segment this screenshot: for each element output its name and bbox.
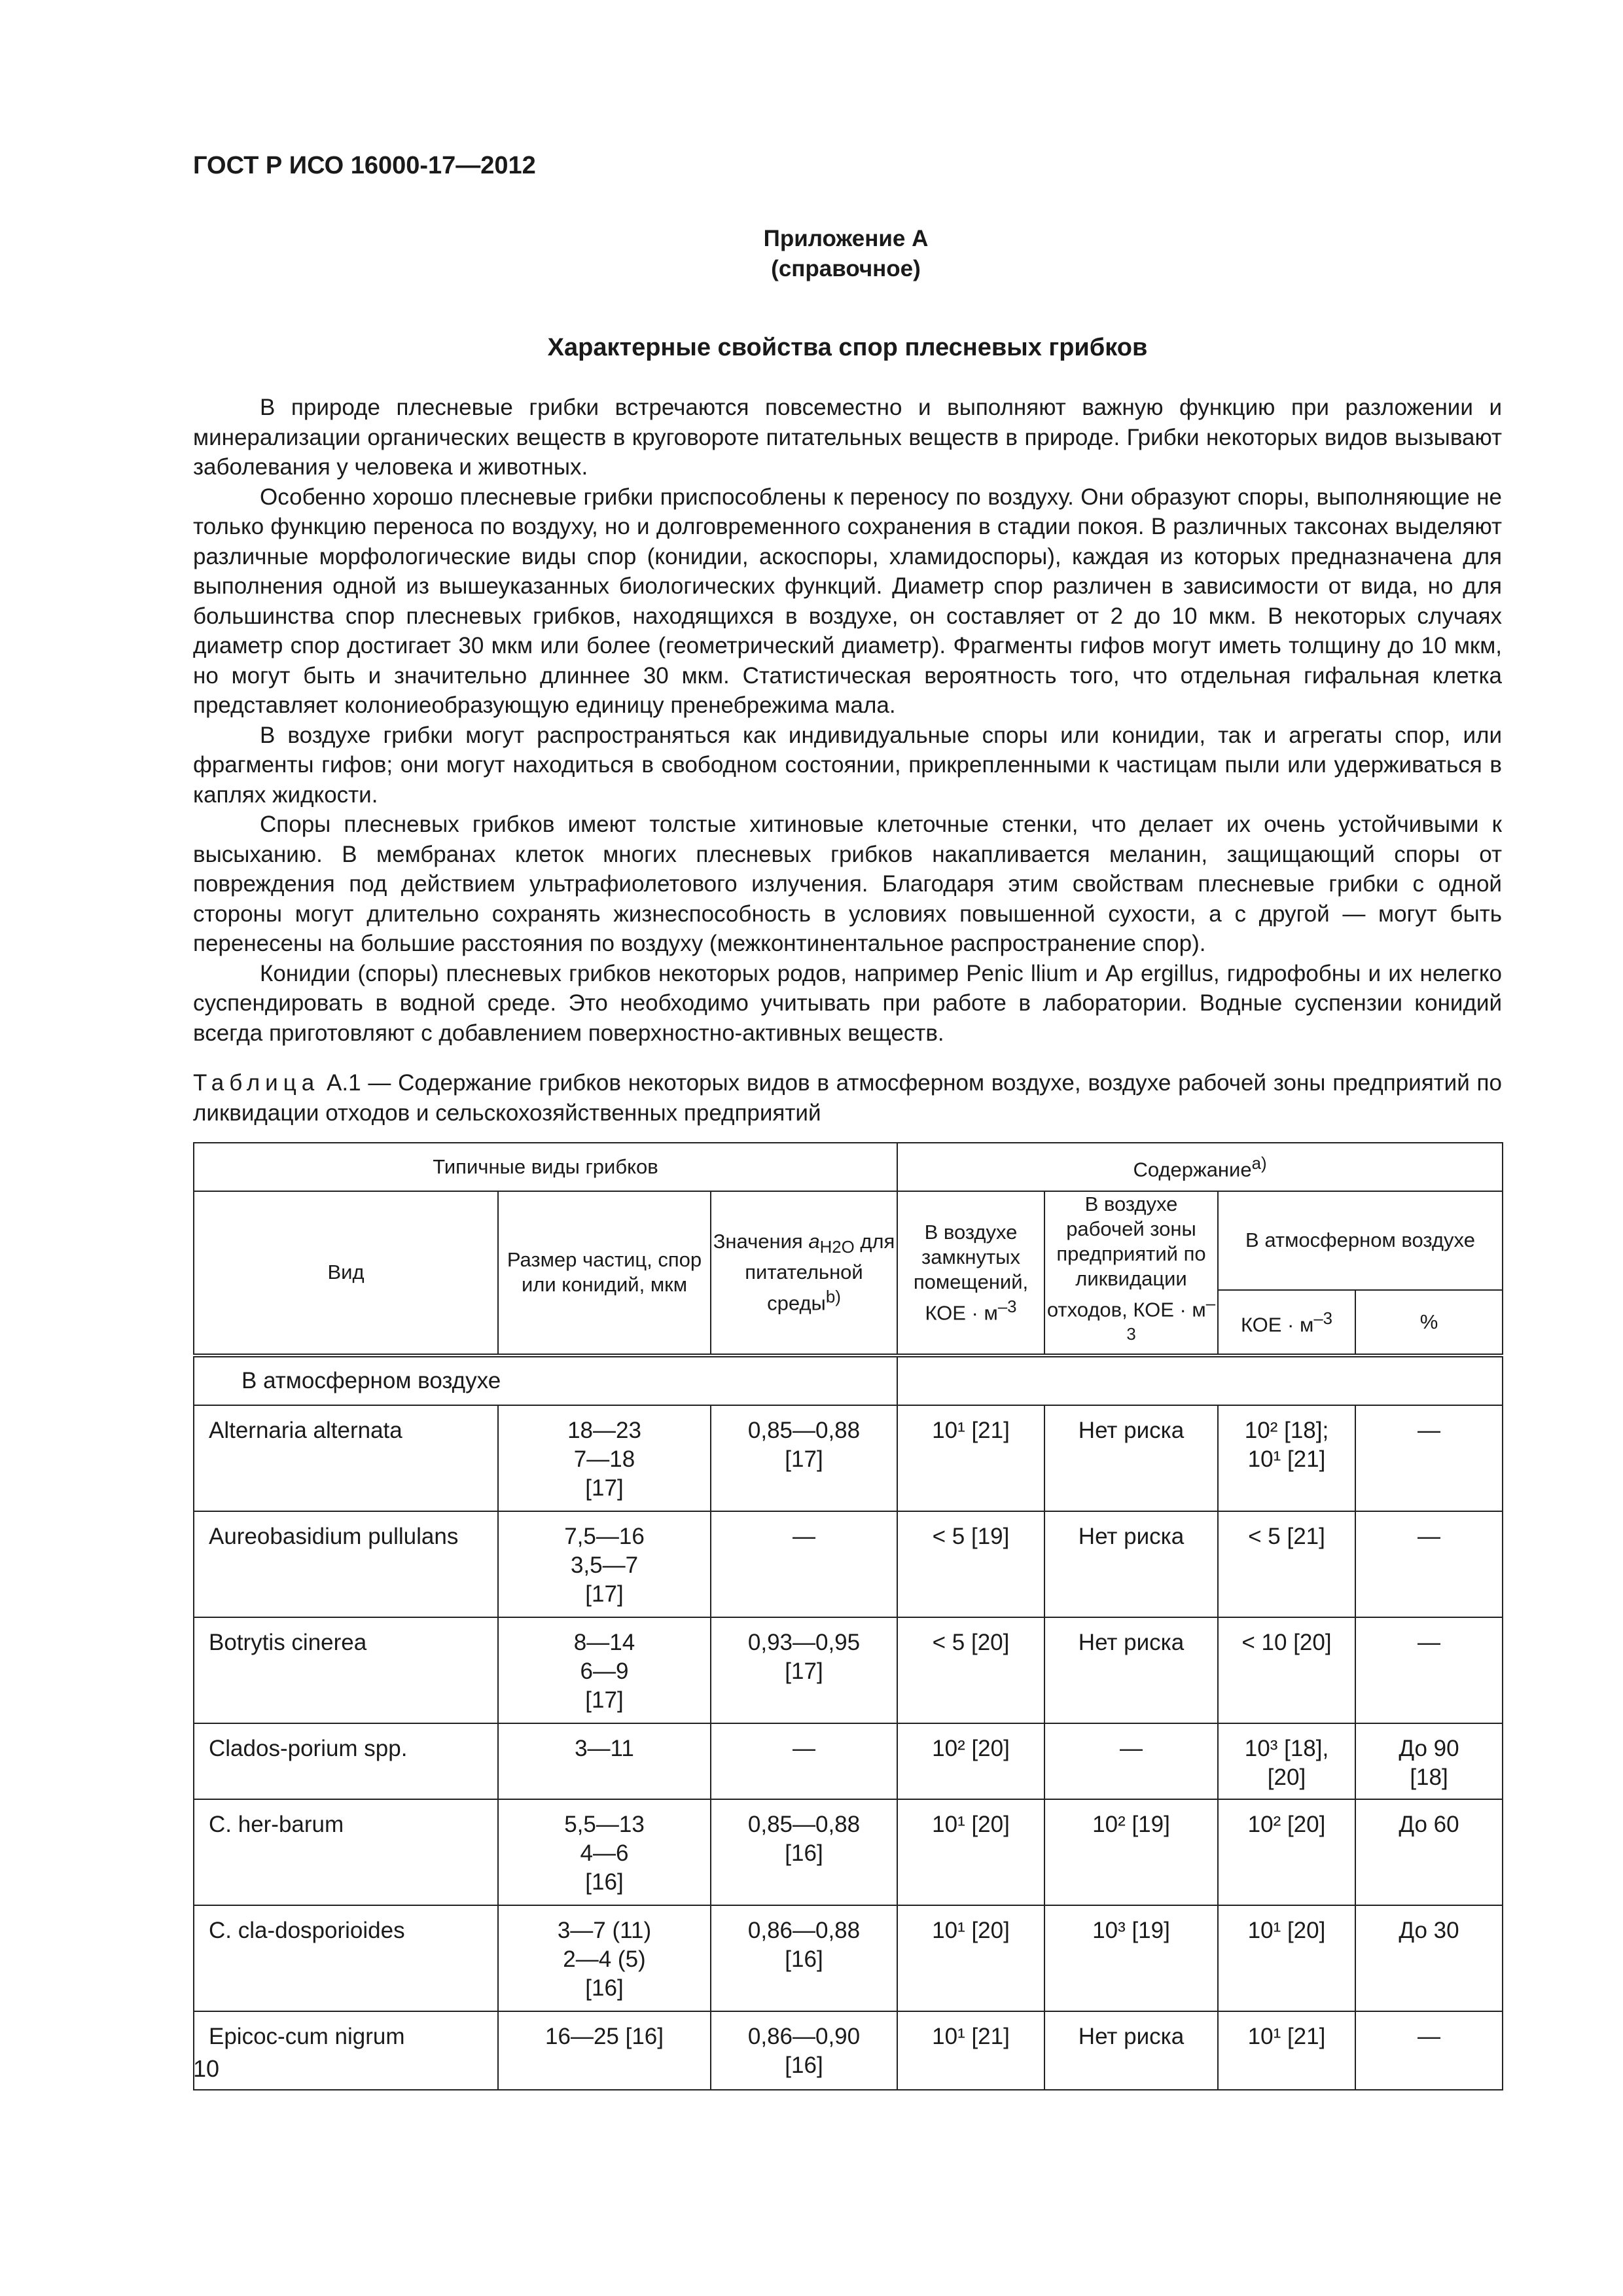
cell-closed: 10¹ [21] (897, 1405, 1044, 1511)
table-body (194, 1405, 1503, 2090)
cell-atm: 10¹ [21] (1218, 2011, 1355, 2090)
cell-atm: < 10 [20] (1218, 1617, 1355, 1723)
header-species: Вид (194, 1191, 498, 1355)
cell-work: 10³ [19] (1044, 1905, 1218, 2011)
table-row (194, 1799, 1503, 1905)
cell-closed: 10² [20] (897, 1723, 1044, 1799)
header-atm-percent: % (1355, 1290, 1503, 1355)
cell-pct: До 30 (1355, 1905, 1503, 2011)
cell-size: 3—7 (11) 2—4 (5) [16] (498, 1905, 711, 2011)
header-content-text: Содержание (1133, 1158, 1252, 1181)
header-content (897, 1143, 1503, 1191)
header-closed-sup: –3 (997, 1297, 1017, 1316)
header-water-suffix: для питательной среды (745, 1230, 895, 1315)
page-number: 10 (193, 2055, 220, 2082)
cell-size: 8—14 6—9 [17] (498, 1617, 711, 1723)
group-row-empty (897, 1355, 1503, 1405)
cell-species: Aureobasidium pullulans (194, 1511, 498, 1617)
table-caption-number: А.1 (327, 1070, 361, 1096)
cell-work: Нет риска (1044, 1617, 1218, 1723)
cell-work: Нет риска (1044, 1511, 1218, 1617)
table-caption (193, 1068, 1502, 1128)
header-work-zone (1044, 1191, 1218, 1355)
cell-species: Clados-porium spp. (194, 1723, 498, 1799)
table-caption-label: Таблица (193, 1070, 320, 1096)
cell-pct: — (1355, 2011, 1503, 2090)
table-row (194, 1723, 1503, 1799)
paragraph: Споры плесневых грибков имеют толстые хитиновые клеточные стенки, что делает их очень устойчивыми к высыханию. В мембранах клеток многих плесневых грибков накапливается меланин, защищающий споры от повреждения под действием ультрафиолетового излучения. Благодаря этим свойствам плесневые грибки с одной стороны могут длительно сохранять жизнеспособность в условиях повышенной сухости, а с другой — могут быть перенесены на большие расстояния по воздуху (межконтинентальное распространение спор). (193, 812, 1502, 956)
header-particle-size: Размер частиц, спор или конидий, мкм (498, 1191, 711, 1355)
section-title: Характерные свойства спор плесневых грибков (547, 334, 1148, 361)
cell-work: Нет риска (1044, 1405, 1218, 1511)
cell-work: — (1044, 1723, 1218, 1799)
cell-water: — (711, 1723, 897, 1799)
cell-size: 18—23 7—18 [17] (498, 1405, 711, 1511)
table-row (194, 1905, 1503, 2011)
header-atm-kfu-text: КОЕ · м (1240, 1313, 1314, 1336)
header-content-sup: а) (1251, 1155, 1267, 1174)
table-row (194, 1617, 1503, 1723)
cell-atm: 10² [20] (1218, 1799, 1355, 1905)
cell-water: 0,85—0,88 [16] (711, 1799, 897, 1905)
cell-pct: — (1355, 1511, 1503, 1617)
cell-pct: До 60 (1355, 1799, 1503, 1905)
header-work-sup: –3 (1126, 1295, 1216, 1344)
cell-water: 0,86—0,88 [16] (711, 1905, 897, 2011)
cell-species: Botrytis cinerea (194, 1617, 498, 1723)
table-row (194, 1405, 1503, 1511)
cell-water: 0,85—0,88 [17] (711, 1405, 897, 1511)
cell-water: — (711, 1511, 897, 1617)
paragraph: В природе плесневые грибки встречаются повсеместно и выполняют важную функцию при разложении и минерализации органических веществ в круговороте питательных веществ в природе. Грибки некоторых видов вызывают заболевания у человека и животных. (193, 395, 1502, 480)
paragraph: В воздухе грибки могут распространяться как индивидуальные споры или конидии, так и агрегаты спор, или фрагменты гифов; они могут находиться в свободном состоянии, прикрепленными к частицам пыли или удерживаться в каплях жидкости. (193, 722, 1502, 808)
header-closed-rooms (897, 1191, 1044, 1355)
header-closed-text: В воздухе замкнутых помещений, КОЕ · м (913, 1220, 1029, 1324)
cell-closed: 10¹ [20] (897, 1799, 1044, 1905)
group-row-label: В атмосферном воздухе (194, 1355, 897, 1405)
cell-size: 7,5—16 3,5—7 [17] (498, 1511, 711, 1617)
header-water-sub: H2O (819, 1238, 855, 1257)
cell-species: C. cla-dosporioides (194, 1905, 498, 2011)
cell-pct: — (1355, 1405, 1503, 1511)
cell-closed: < 5 [19] (897, 1511, 1044, 1617)
cell-atm: < 5 [21] (1218, 1511, 1355, 1617)
annex-subtitle: (справочное) (771, 256, 921, 281)
table-row (194, 1511, 1503, 1617)
cell-work: 10² [19] (1044, 1799, 1218, 1905)
cell-size: 3—11 (498, 1723, 711, 1799)
cell-species: Epicoc-cum nigrum (194, 2011, 498, 2090)
header-water-a: a (808, 1230, 820, 1253)
cell-species: C. her-barum (194, 1799, 498, 1905)
document-code: ГОСТ Р ИСО 16000-17—2012 (193, 152, 536, 179)
cell-pct: — (1355, 1617, 1503, 1723)
cell-closed: 10¹ [20] (897, 1905, 1044, 2011)
fungi-table (193, 1142, 1502, 2090)
paragraph: Конидии (споры) плесневых грибков некоторых родов, например Penic llium и Ap ergillus, гидрофобны и их нелегко суспендировать в водной среде. Это необходимо учитывать при работе в лаборатории. Водные суспензии конидий всегда приготовляют с добавлением поверхностно-активных веществ. (193, 960, 1502, 1046)
cell-pct: До 90 [18] (1355, 1723, 1503, 1799)
cell-water: 0,93—0,95 [17] (711, 1617, 897, 1723)
cell-work: Нет риска (1044, 2011, 1218, 2090)
cell-atm: 10³ [18], [20] (1218, 1723, 1355, 1799)
header-atm-kfu-sup: –3 (1313, 1310, 1333, 1329)
cell-size: 16—25 [16] (498, 2011, 711, 2090)
body-text (193, 393, 1502, 1048)
header-typical-species: Типичные виды грибков (194, 1143, 897, 1191)
cell-species: Alternaria alternata (194, 1405, 498, 1511)
header-water-activity (711, 1191, 897, 1355)
paragraph: Особенно хорошо плесневые грибки приспособлены к переносу по воздуху. Они образуют споры, выполняющие не только функцию переноса по воздуху, но и долговременного сохранения в стадии покоя. В различных таксонах выделяют различные морфологические виды спор (конидии, аскоспоры, хламидоспоры), каждая из которых предназначена для выполнения одной из вышеуказанных биологических функций. Диаметр спор различен в зависимости от вида, но для большинства спор плесневых грибков, находящихся в воздухе, он составляет от 2 до 10 мкм. В некоторых случаях диаметр спор достигает 30 мкм или более (геометрический диаметр). Фрагменты гифов могут иметь толщину до 10 мкм, но могут быть и значительно длиннее 30 мкм. Статистическая вероятность того, что отдельная гифальная клетка представляет колониеобразующую единицу пренебрежима мала. (193, 484, 1502, 718)
header-atmospheric: В атмосферном воздухе (1218, 1191, 1503, 1290)
cell-size: 5,5—13 4—6 [16] (498, 1799, 711, 1905)
cell-water: 0,86—0,90 [16] (711, 2011, 897, 2090)
header-work-text: В воздухе рабочей зоны предприятий по ликвидации отходов, КОЕ · м (1046, 1193, 1206, 1321)
cell-closed: < 5 [20] (897, 1617, 1044, 1723)
cell-atm: 10¹ [20] (1218, 1905, 1355, 2011)
table-caption-text: — Содержание грибков некоторых видов в атмосферном воздухе, воздухе рабочей зоны предприятий по ликвидации отходов и сельскохозяйственных предприятий (193, 1070, 1502, 1126)
cell-atm: 10² [18]; 10¹ [21] (1218, 1405, 1355, 1511)
annex-title: Приложение А (763, 226, 929, 251)
header-atm-kfu (1218, 1290, 1355, 1355)
header-water-sup: b) (825, 1288, 841, 1307)
cell-closed: 10¹ [21] (897, 2011, 1044, 2090)
table-row (194, 2011, 1503, 2090)
header-water-prefix: Значения (713, 1230, 809, 1253)
